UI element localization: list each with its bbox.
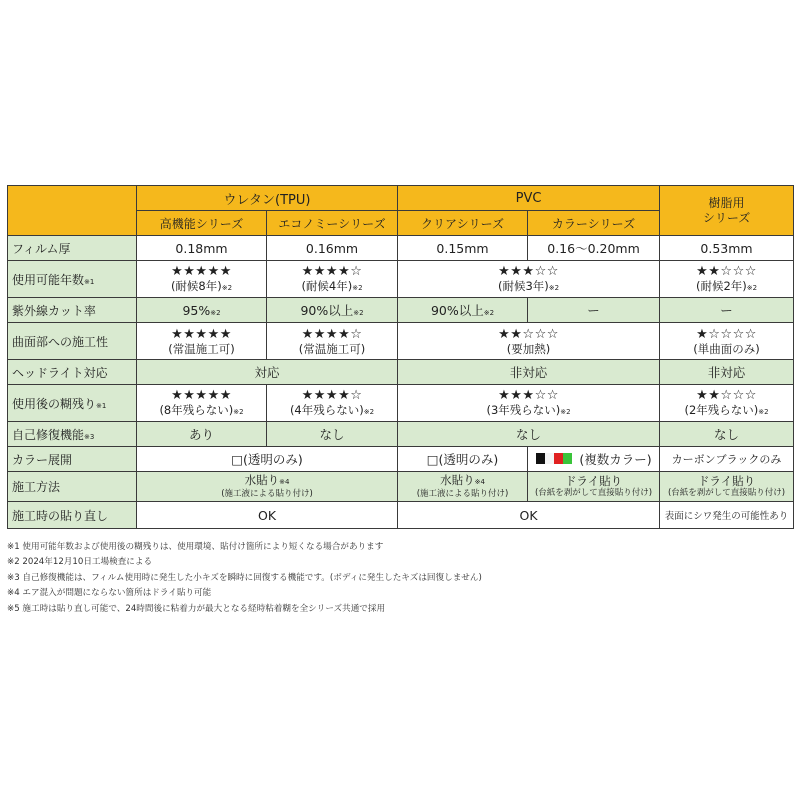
row-label: 施工方法 xyxy=(8,472,137,502)
cell-color: ー xyxy=(528,298,660,323)
cell-sub: (常温施工可) xyxy=(168,341,235,356)
star-rating: ★★★★★ xyxy=(171,326,232,342)
note-mark: ※2 xyxy=(363,407,375,416)
star-rating: ★★★★☆ xyxy=(301,326,363,342)
cell-eco: なし xyxy=(267,422,398,447)
cell-pvc: なし xyxy=(398,422,660,447)
star-rating: ★★☆☆☆ xyxy=(696,263,757,279)
row-residue xyxy=(8,385,794,422)
cell-high xyxy=(137,385,267,422)
cell-value: 90%以上 xyxy=(300,303,354,318)
cell-sub: (要加熱) xyxy=(506,341,551,356)
cell-sub: (8年残らない) xyxy=(159,402,234,417)
header-eco: エコノミーシリーズ xyxy=(267,211,398,236)
cell-sub: (耐候3年) xyxy=(497,278,549,293)
cell-clear: □(透明のみ) xyxy=(398,447,528,472)
cell-sub: (3年残らない) xyxy=(486,402,561,417)
header-clear: クリアシリーズ xyxy=(398,211,528,236)
row-method xyxy=(8,472,794,502)
cell-resin: 表面にシワ発生の可能性あり xyxy=(660,502,794,529)
note-mark: ※2 xyxy=(758,407,769,416)
swatch-green xyxy=(563,453,572,464)
note-mark: ※2 xyxy=(210,308,221,317)
cell-high xyxy=(137,323,267,360)
note-mark: ※4 xyxy=(279,478,290,486)
note-mark: ※2 xyxy=(353,309,364,317)
cell-pvc: OK xyxy=(398,502,660,529)
cell-resin xyxy=(660,385,794,422)
footnote: ※3 自己修復機能は、フィルム使用時に発生した小キズを瞬時に回復する機能です。(ボディに発生したキズは回復しません) xyxy=(7,572,482,583)
star-rating: ★☆☆☆☆ xyxy=(696,326,757,342)
note-mark: ※1 xyxy=(96,401,107,410)
row-headlight xyxy=(8,360,794,385)
cell-sub: (単曲面のみ) xyxy=(693,341,760,356)
star-rating: ★★☆☆☆ xyxy=(696,387,757,403)
row-label xyxy=(8,422,137,447)
cell-tpu: 対応 xyxy=(137,360,398,385)
row-label: カラー展開 xyxy=(8,447,137,472)
row-label: フィルム厚 xyxy=(8,236,137,261)
footnote: ※1 使用可能年数および使用後の糊残りは、使用環境、貼付け箇所により短くなる場合があります xyxy=(7,542,384,552)
swatch-black xyxy=(536,453,545,464)
cell-tpu xyxy=(137,472,398,502)
cell-sub: (2年残らない) xyxy=(684,402,759,417)
cell-pvc xyxy=(398,323,660,360)
cell-clear: 0.15mm xyxy=(398,236,528,261)
cell-value: 水貼り xyxy=(244,473,280,487)
row-label xyxy=(8,261,137,298)
header-resin: 樹脂用 シリーズ xyxy=(660,186,794,236)
color-swatch xyxy=(535,453,573,464)
star-rating: ★★★★★ xyxy=(171,387,232,403)
note-mark: ※2 xyxy=(548,283,560,292)
cell-tpu: □(透明のみ) xyxy=(137,447,398,472)
footnote: ※4 エア混入が問題にならない箇所はドライ貼り可能 xyxy=(7,588,212,599)
cell-sub: (耐候4年) xyxy=(301,278,353,293)
cell-pvc xyxy=(398,261,660,298)
row-label: 曲面部への施工性 xyxy=(8,323,137,360)
label-text: 使用可能年数 xyxy=(12,272,85,287)
cell-resin xyxy=(660,261,794,298)
cell-color: 0.16〜0.20mm xyxy=(528,236,660,261)
cell-color xyxy=(528,472,660,502)
corner-cell xyxy=(8,186,137,236)
row-colors xyxy=(8,447,794,472)
cell-sub: (施工液による貼り付け) xyxy=(221,489,313,499)
cell-high xyxy=(137,261,267,298)
cell-value: 水貼り xyxy=(440,473,475,487)
cell-clear xyxy=(398,472,528,502)
star-rating: ★★★☆☆ xyxy=(498,387,559,403)
row-reapply xyxy=(8,502,794,529)
star-rating: ★★★☆☆ xyxy=(498,263,559,279)
cell-eco xyxy=(267,323,398,360)
cell-value: ドライ貼り xyxy=(697,474,756,488)
cell-clear xyxy=(398,298,528,323)
row-selfheal xyxy=(8,422,794,447)
cell-sub: (台紙を剥がして直接貼り付け) xyxy=(534,488,653,498)
star-rating: ★★★★☆ xyxy=(301,387,363,403)
swatch-red xyxy=(554,453,563,464)
header-tpu: ウレタン(TPU) xyxy=(137,186,398,211)
cell-high xyxy=(137,298,267,323)
cell-eco xyxy=(267,261,398,298)
note-mark: ※2 xyxy=(233,407,244,416)
comparison-table xyxy=(7,185,794,529)
note-mark: ※2 xyxy=(483,309,495,317)
note-mark: ※3 xyxy=(84,432,95,441)
note-mark: ※2 xyxy=(221,283,233,292)
cell-resin: ー xyxy=(660,298,794,323)
cell-sub: (耐候8年) xyxy=(170,278,222,293)
cell-sub: (施工液による貼り付け) xyxy=(416,489,509,499)
row-thickness xyxy=(8,236,794,261)
cell-sub: (常温施工可) xyxy=(298,341,366,356)
footnotes xyxy=(7,540,793,617)
cell-tpu: OK xyxy=(137,502,398,529)
cell-resin xyxy=(660,472,794,502)
cell-eco xyxy=(267,298,398,323)
label-text: 使用後の糊残り xyxy=(12,396,97,411)
cell-eco: 0.16mm xyxy=(267,236,398,261)
cell-value: ドライ貼り xyxy=(564,474,623,488)
note-mark: ※4 xyxy=(474,478,485,486)
cell-resin: カーボンブラックのみ xyxy=(660,447,794,472)
row-uv xyxy=(8,298,794,323)
footnote: ※5 施工時は貼り直し可能で、24時間後に粘着力が最大となる経時粘着糊を全シリーズ共通で採用 xyxy=(7,603,386,614)
label-text: 自己修復機能 xyxy=(12,427,85,442)
cell-color xyxy=(528,447,660,472)
cell-eco xyxy=(267,385,398,422)
header-color: カラーシリーズ xyxy=(528,211,660,236)
header-pvc: PVC xyxy=(398,186,660,211)
cell-resin xyxy=(660,323,794,360)
note-mark: ※2 xyxy=(746,283,758,292)
cell-pvc: 非対応 xyxy=(398,360,660,385)
row-label: ヘッドライト対応 xyxy=(8,360,137,385)
cell-pvc xyxy=(398,385,660,422)
cell-resin: 非対応 xyxy=(660,360,794,385)
star-rating: ★★☆☆☆ xyxy=(498,326,559,342)
cell-value: 95% xyxy=(182,302,211,318)
row-label: 施工時の貼り直し xyxy=(8,502,137,529)
note-mark: ※1 xyxy=(84,277,95,286)
note-mark: ※2 xyxy=(560,407,571,416)
cell-sub: (台紙を剥がして直接貼り付け) xyxy=(667,488,786,498)
row-years xyxy=(8,261,794,298)
cell-high: あり xyxy=(137,422,267,447)
cell-sub: (耐候2年) xyxy=(695,278,747,293)
note-mark: ※2 xyxy=(352,283,363,292)
cell-value: 90%以上 xyxy=(430,303,484,318)
cell-resin: 0.53mm xyxy=(660,236,794,261)
cell-value: (複数カラー) xyxy=(579,452,652,467)
footnote: ※2 2024年12月10日工場検査による xyxy=(7,557,153,568)
header-high: 高機能シリーズ xyxy=(137,211,267,236)
star-rating: ★★★★☆ xyxy=(301,263,363,279)
cell-high: 0.18mm xyxy=(137,236,267,261)
row-curve xyxy=(8,323,794,360)
row-label xyxy=(8,385,137,422)
cell-resin: なし xyxy=(660,422,794,447)
cell-sub: (4年残らない) xyxy=(289,402,364,417)
swatch-white xyxy=(545,453,554,464)
star-rating: ★★★★★ xyxy=(171,263,232,279)
row-label: 紫外線カット率 xyxy=(8,298,137,323)
